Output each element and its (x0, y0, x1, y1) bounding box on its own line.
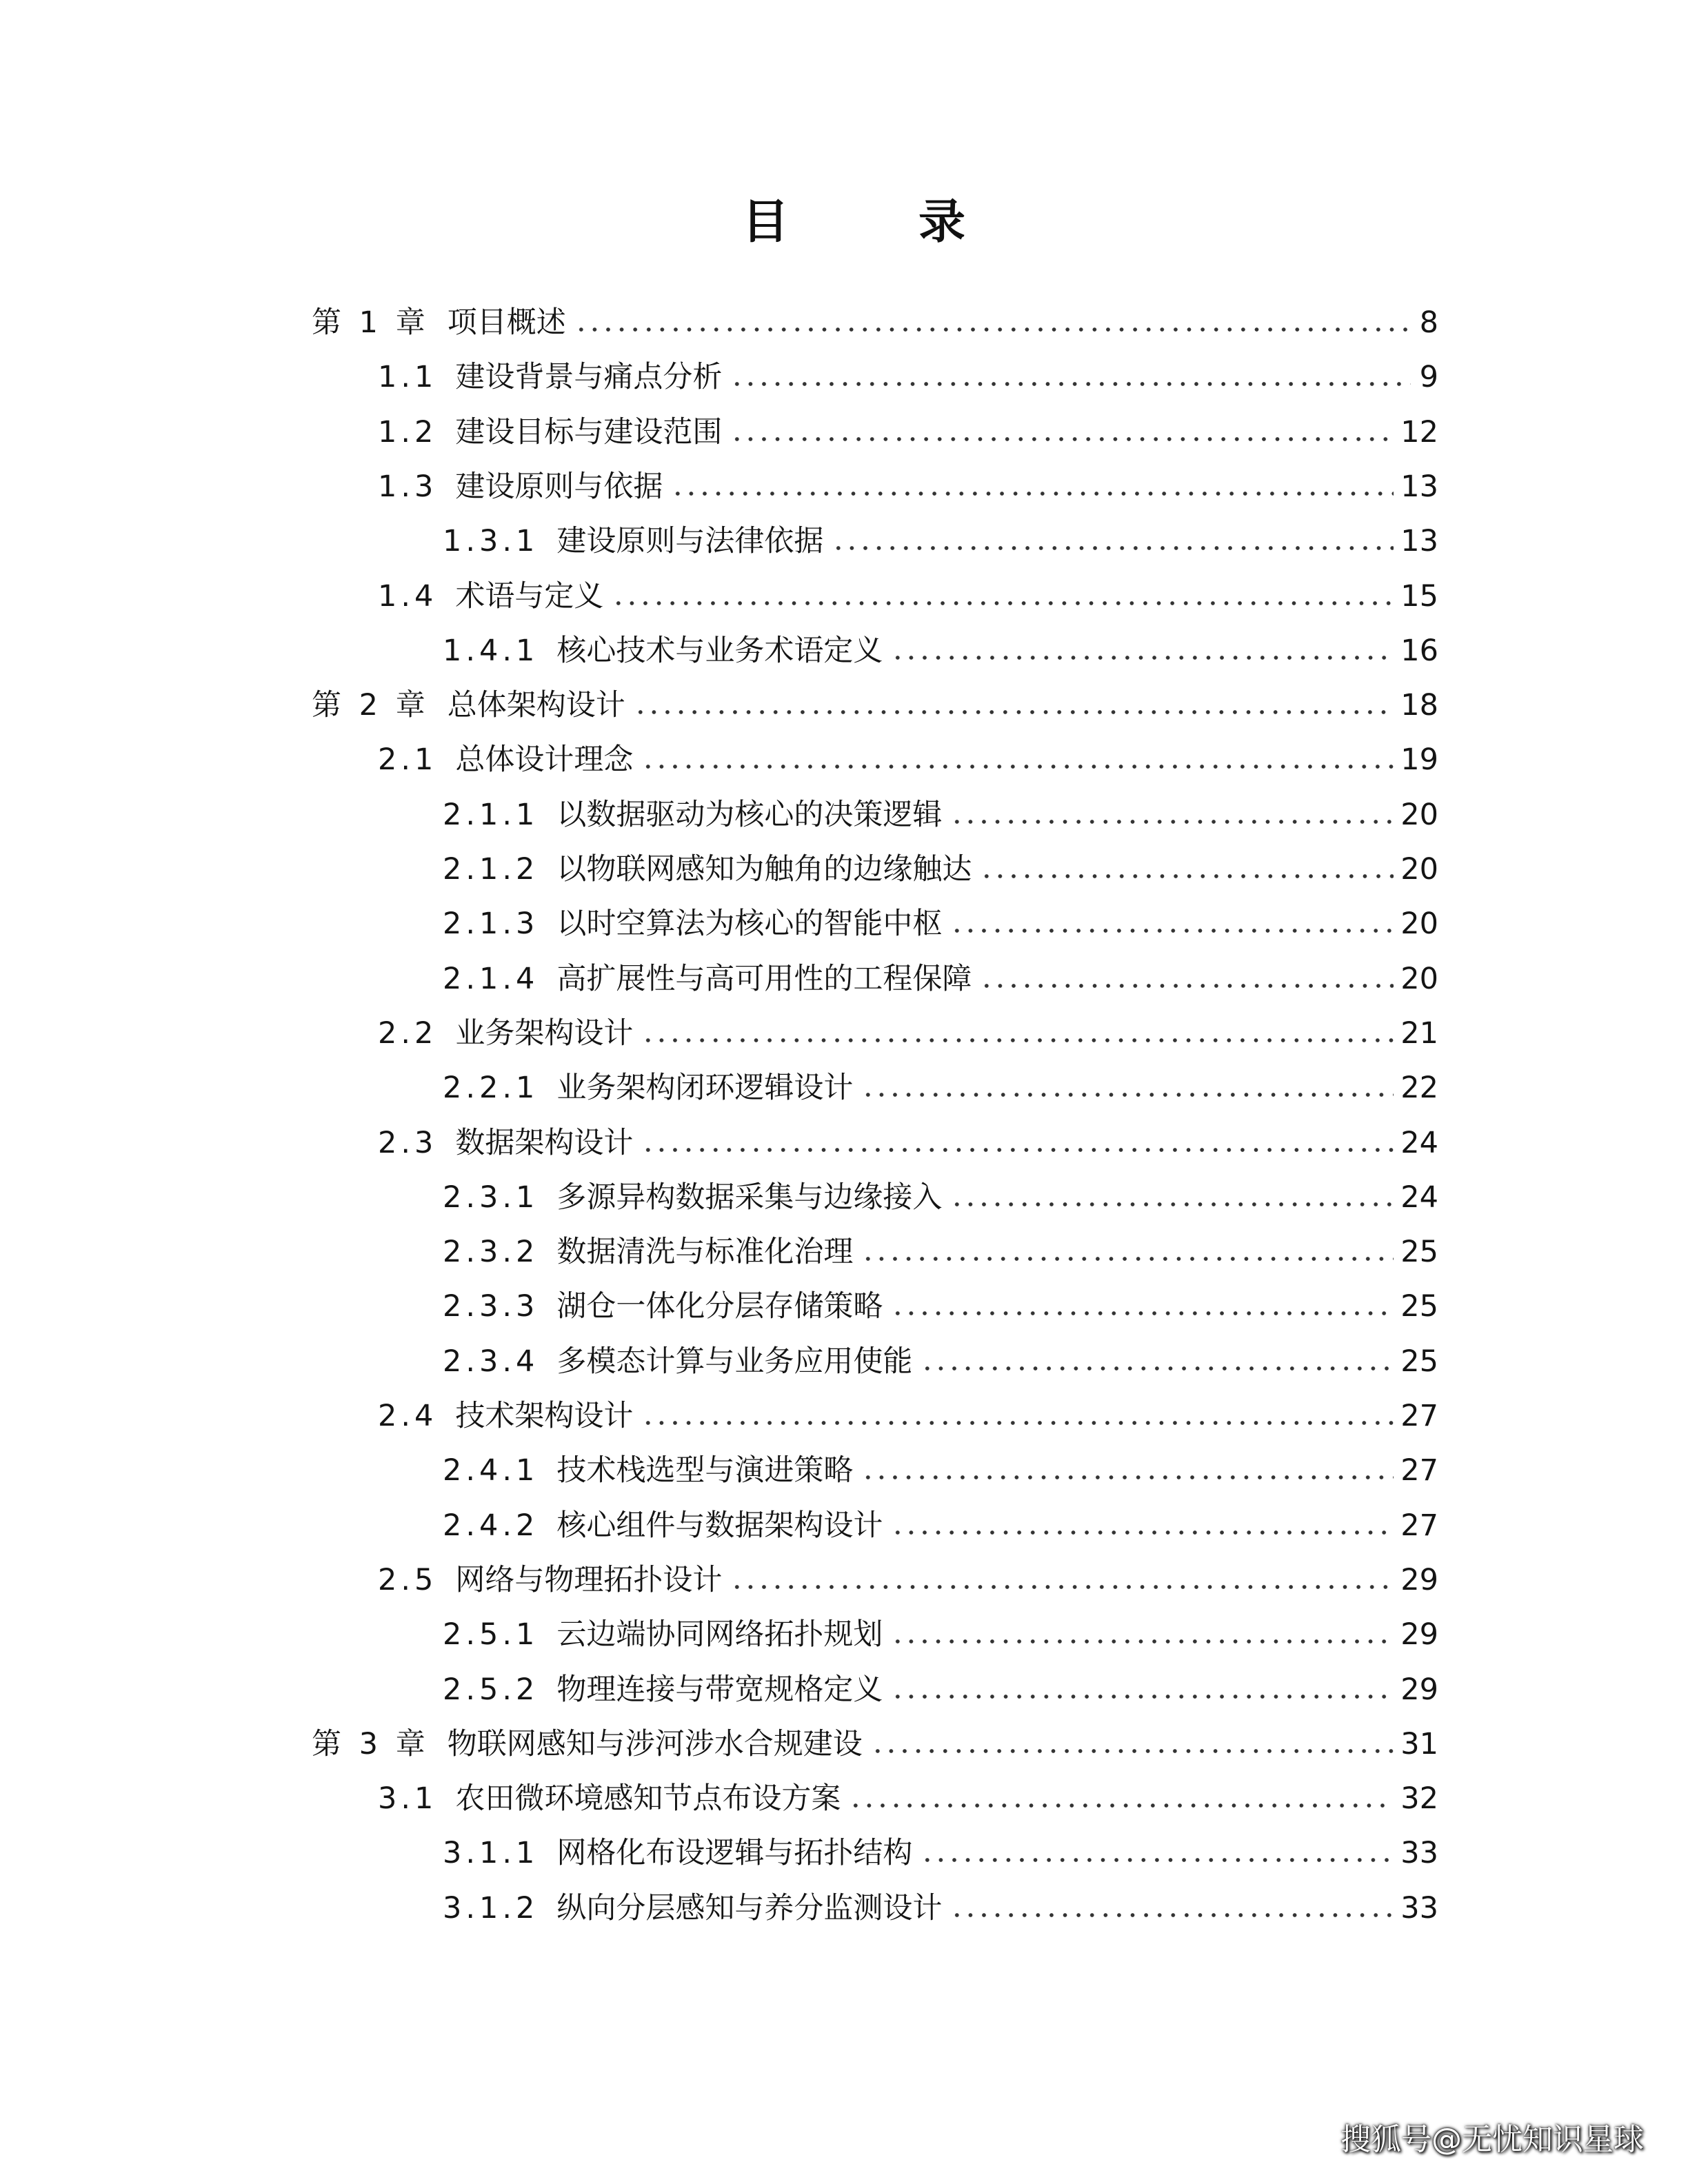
toc-entry-page-number: 9 (1419, 360, 1438, 395)
toc-entry-page-number: 20 (1400, 852, 1438, 887)
toc-entry-label (312, 295, 566, 350)
toc-dot-leader (891, 1309, 1394, 1317)
toc-entry-number: 2.2 (378, 1015, 438, 1051)
toc-dot-leader (641, 1036, 1394, 1044)
toc-entry-number: 1.3.1 (443, 524, 539, 559)
toc-entry[interactable] (378, 1115, 1438, 1171)
toc-entry[interactable] (443, 1334, 1438, 1389)
toc-dot-leader (950, 818, 1394, 826)
toc-dot-leader (671, 489, 1394, 498)
toc-entry-title: 网络与物理拓扑设计 (455, 1562, 723, 1597)
toc-entry-title: 项目概述 (447, 305, 566, 340)
toc-entry[interactable] (443, 1826, 1438, 1881)
toc-entry-label (443, 1607, 883, 1662)
toc-dot-leader (730, 380, 1411, 388)
toc-entry[interactable] (443, 1443, 1438, 1498)
toc-entry[interactable] (443, 623, 1438, 678)
toc-dot-leader (861, 1091, 1394, 1099)
toc-entry-label (443, 1881, 942, 1936)
toc-entry-number: 2.3.1 (443, 1180, 539, 1215)
toc-dot-leader (730, 435, 1394, 443)
toc-entry-title: 建设目标与建设范围 (455, 414, 723, 449)
toc-entry-number: 第 1 章 (312, 305, 430, 340)
toc-entry-page-number: 20 (1400, 797, 1438, 832)
toc-entry[interactable] (312, 1717, 1438, 1772)
toc-entry[interactable] (378, 1388, 1438, 1444)
toc-entry-page-number: 15 (1400, 578, 1438, 614)
toc-entry-label (443, 1170, 942, 1225)
toc-entry[interactable] (378, 1006, 1438, 1061)
toc-dot-leader (980, 872, 1394, 880)
toc-entry-page-number: 29 (1400, 1562, 1438, 1597)
toc-dot-leader (950, 927, 1394, 935)
toc-entry-label (378, 1006, 633, 1061)
toc-entry[interactable] (378, 405, 1438, 460)
toc-entry[interactable] (378, 459, 1438, 514)
toc-dot-leader (861, 1255, 1394, 1263)
toc-entry-page-number: 22 (1400, 1071, 1438, 1106)
toc-dot-leader (980, 982, 1394, 990)
toc-entry-page-number: 29 (1400, 1672, 1438, 1707)
toc-entry-page-number: 13 (1400, 469, 1438, 504)
toc-dot-leader (921, 1364, 1394, 1373)
toc-entry-number: 3.1.2 (443, 1890, 539, 1925)
toc-entry-page-number: 25 (1400, 1344, 1438, 1379)
toc-entry-label (378, 350, 722, 405)
toc-entry-number: 2.1 (378, 742, 438, 778)
toc-entry-title: 云边端协同网络拓扑规划 (556, 1617, 883, 1652)
toc-entry-title: 多源异构数据采集与边缘接入 (556, 1180, 943, 1215)
toc-entry-title: 数据清洗与标准化治理 (556, 1235, 854, 1270)
page-title: 目 录 (741, 195, 1007, 250)
toc-entry-label (378, 1553, 722, 1608)
toc-entry-page-number: 12 (1400, 414, 1438, 449)
toc-dot-leader (634, 708, 1394, 716)
toc-entry-number: 2.1.1 (443, 797, 539, 832)
toc-entry-title: 总体设计理念 (455, 742, 634, 778)
toc-entry-title: 总体架构设计 (447, 688, 625, 723)
toc-entry-number: 2.3.3 (443, 1289, 539, 1324)
watermark: 搜狐号@无忧知识星球 (1340, 2122, 1644, 2157)
toc-entry-title: 以数据驱动为核心的决策逻辑 (556, 797, 943, 832)
toc-entry[interactable] (312, 678, 1438, 733)
toc-entry[interactable] (443, 1607, 1438, 1662)
toc-dot-leader (950, 1200, 1394, 1209)
toc-entry-title: 业务架构闭环逻辑设计 (556, 1071, 854, 1106)
toc-dot-leader (891, 1528, 1394, 1537)
toc-entry-label (443, 1060, 853, 1115)
toc-dot-leader (861, 1473, 1394, 1482)
toc-entry[interactable] (443, 951, 1438, 1007)
toc-entry-number: 2.5.2 (443, 1672, 539, 1707)
toc-entry-page-number: 20 (1400, 961, 1438, 996)
toc-entry-title: 网格化布设逻辑与拓扑结构 (556, 1836, 913, 1871)
toc-entry-label (443, 896, 942, 951)
toc-entry-label (312, 1717, 863, 1772)
toc-entry-label (443, 623, 883, 678)
toc-entry-number: 2.5 (378, 1562, 438, 1597)
toc-dot-leader (849, 1801, 1394, 1810)
toc-entry-number: 第 2 章 (312, 688, 430, 723)
toc-dot-leader (612, 599, 1394, 607)
toc-entry-label (312, 678, 625, 733)
toc-dot-leader (730, 1583, 1394, 1591)
toc-entry-number: 3.1 (378, 1781, 438, 1817)
toc-entry-page-number: 32 (1400, 1781, 1438, 1817)
toc-dot-leader (641, 1419, 1394, 1427)
toc-entry-number: 1.1 (378, 360, 438, 395)
toc-entry-number: 2.2.1 (443, 1071, 539, 1106)
toc-dot-leader (574, 325, 1411, 334)
toc-entry-label (443, 1334, 912, 1389)
toc-entry-title: 纵向分层感知与养分监测设计 (556, 1890, 943, 1925)
toc-entry-page-number: 31 (1400, 1726, 1438, 1761)
toc-entry-title: 物联网感知与涉河涉水合规建设 (447, 1726, 863, 1761)
toc-entry-label (443, 842, 972, 897)
toc-dot-leader (950, 1911, 1394, 1919)
toc-entry[interactable] (443, 1170, 1438, 1225)
toc-entry-number: 2.5.1 (443, 1617, 539, 1652)
toc-entry-page-number: 33 (1400, 1836, 1438, 1871)
toc-dot-leader (832, 544, 1394, 552)
toc-entry-page-number: 27 (1400, 1399, 1438, 1433)
toc-entry-label (443, 951, 972, 1007)
toc-entry-number: 2.4.2 (443, 1508, 539, 1543)
toc-entry-page-number: 25 (1400, 1235, 1438, 1270)
toc-entry-label (443, 1826, 912, 1881)
toc-entry-page-number: 18 (1400, 688, 1438, 723)
toc-entry[interactable] (443, 1279, 1438, 1334)
toc-dot-leader (891, 1637, 1394, 1646)
toc-entry-title: 物理连接与带宽规格定义 (556, 1672, 883, 1707)
toc-entry[interactable] (378, 1553, 1438, 1608)
toc-entry-title: 高扩展性与高可用性的工程保障 (556, 961, 972, 996)
toc-entry[interactable] (378, 732, 1438, 787)
toc-entry-label (378, 732, 633, 787)
toc-entry-page-number: 21 (1400, 1015, 1438, 1051)
toc-entry-number: 2.3 (378, 1125, 438, 1160)
toc-entry-page-number: 27 (1400, 1453, 1438, 1488)
toc-entry-label (378, 569, 603, 624)
toc-entry-page-number: 8 (1419, 305, 1438, 340)
toc-entry-title: 核心技术与业务术语定义 (556, 633, 883, 668)
toc-entry-label (378, 1115, 633, 1171)
toc-entry-page-number: 25 (1400, 1289, 1438, 1324)
toc-entry-number: 1.4.1 (443, 633, 539, 668)
toc-entry[interactable] (443, 787, 1438, 842)
toc-entry-label (443, 1662, 883, 1717)
toc-entry-page-number: 24 (1400, 1125, 1438, 1160)
toc-entry-label (378, 1388, 633, 1444)
toc-dot-leader (921, 1856, 1394, 1864)
toc-entry-label (443, 1498, 883, 1553)
toc-dot-leader (891, 1692, 1394, 1701)
toc-entry[interactable] (443, 842, 1438, 897)
toc-entry-label (443, 514, 823, 569)
toc-entry-number: 2.3.4 (443, 1344, 539, 1379)
toc-entry-title: 建设原则与法律依据 (556, 524, 824, 559)
toc-entry[interactable] (312, 295, 1438, 350)
toc-entry-page-number: 33 (1400, 1890, 1438, 1925)
toc-entry[interactable] (443, 1662, 1438, 1717)
toc-entry-label (378, 405, 722, 460)
toc-entry[interactable] (443, 1060, 1438, 1115)
toc-entry-title: 术语与定义 (455, 578, 604, 614)
toc-entry-title: 湖仓一体化分层存储策略 (556, 1289, 883, 1324)
toc-entry-title: 以物联网感知为触角的边缘触达 (556, 852, 972, 887)
toc-entry-title: 建设原则与依据 (455, 469, 663, 504)
toc-entry-label (443, 1443, 853, 1498)
toc-entry-title: 技术栈选型与演进策略 (556, 1453, 854, 1488)
toc-entry-number: 2.1.3 (443, 907, 539, 942)
toc-entry-title: 多模态计算与业务应用使能 (556, 1344, 913, 1379)
toc-entry[interactable] (443, 1224, 1438, 1280)
toc-entry-title: 核心组件与数据架构设计 (556, 1508, 883, 1543)
toc-entry-label (378, 1771, 841, 1826)
toc-entry-number: 2.1.4 (443, 961, 539, 996)
toc-entry-number: 1.3 (378, 469, 438, 504)
toc-entry-page-number: 19 (1400, 742, 1438, 778)
toc-entry-number: 1.4 (378, 578, 438, 614)
toc-entry-label (443, 1224, 853, 1280)
toc-entry-number: 2.4 (378, 1399, 438, 1433)
toc-dot-leader (871, 1747, 1394, 1755)
toc-entry-number: 2.3.2 (443, 1235, 539, 1270)
toc-entry-number: 2.1.2 (443, 852, 539, 887)
toc-entry[interactable] (378, 1771, 1438, 1826)
toc-entry[interactable] (443, 1498, 1438, 1553)
toc-entry-page-number: 27 (1400, 1508, 1438, 1543)
toc-entry-page-number: 24 (1400, 1180, 1438, 1215)
toc-entry-label (378, 459, 663, 514)
toc-entry-page-number: 20 (1400, 907, 1438, 942)
toc-entry-number: 3.1.1 (443, 1836, 539, 1871)
toc-entry-title: 农田微环境感知节点布设方案 (455, 1781, 841, 1817)
toc-entry[interactable] (443, 514, 1438, 569)
toc-entry[interactable] (378, 350, 1438, 405)
toc-dot-leader (641, 1146, 1394, 1154)
toc-dot-leader (891, 654, 1394, 662)
toc-entry-page-number: 16 (1400, 633, 1438, 668)
toc-dot-leader (641, 762, 1394, 771)
toc-entry-number: 2.4.1 (443, 1453, 539, 1488)
toc-entry-label (443, 1279, 883, 1334)
toc-entry-number: 第 3 章 (312, 1726, 430, 1761)
toc-entry-title: 业务架构设计 (455, 1015, 634, 1051)
toc-entry-title: 建设背景与痛点分析 (455, 360, 723, 395)
toc-entry-title: 以时空算法为核心的智能中枢 (556, 907, 943, 942)
toc-entry-label (443, 787, 942, 842)
toc-entry[interactable] (443, 896, 1438, 951)
toc-entry-page-number: 29 (1400, 1617, 1438, 1652)
toc-entry-title: 数据架构设计 (455, 1125, 634, 1160)
toc-entry-number: 1.2 (378, 414, 438, 449)
toc-entry[interactable] (378, 569, 1438, 624)
toc-entry-page-number: 13 (1400, 524, 1438, 559)
toc-entry[interactable] (443, 1881, 1438, 1936)
toc-entry-title: 技术架构设计 (455, 1399, 634, 1433)
